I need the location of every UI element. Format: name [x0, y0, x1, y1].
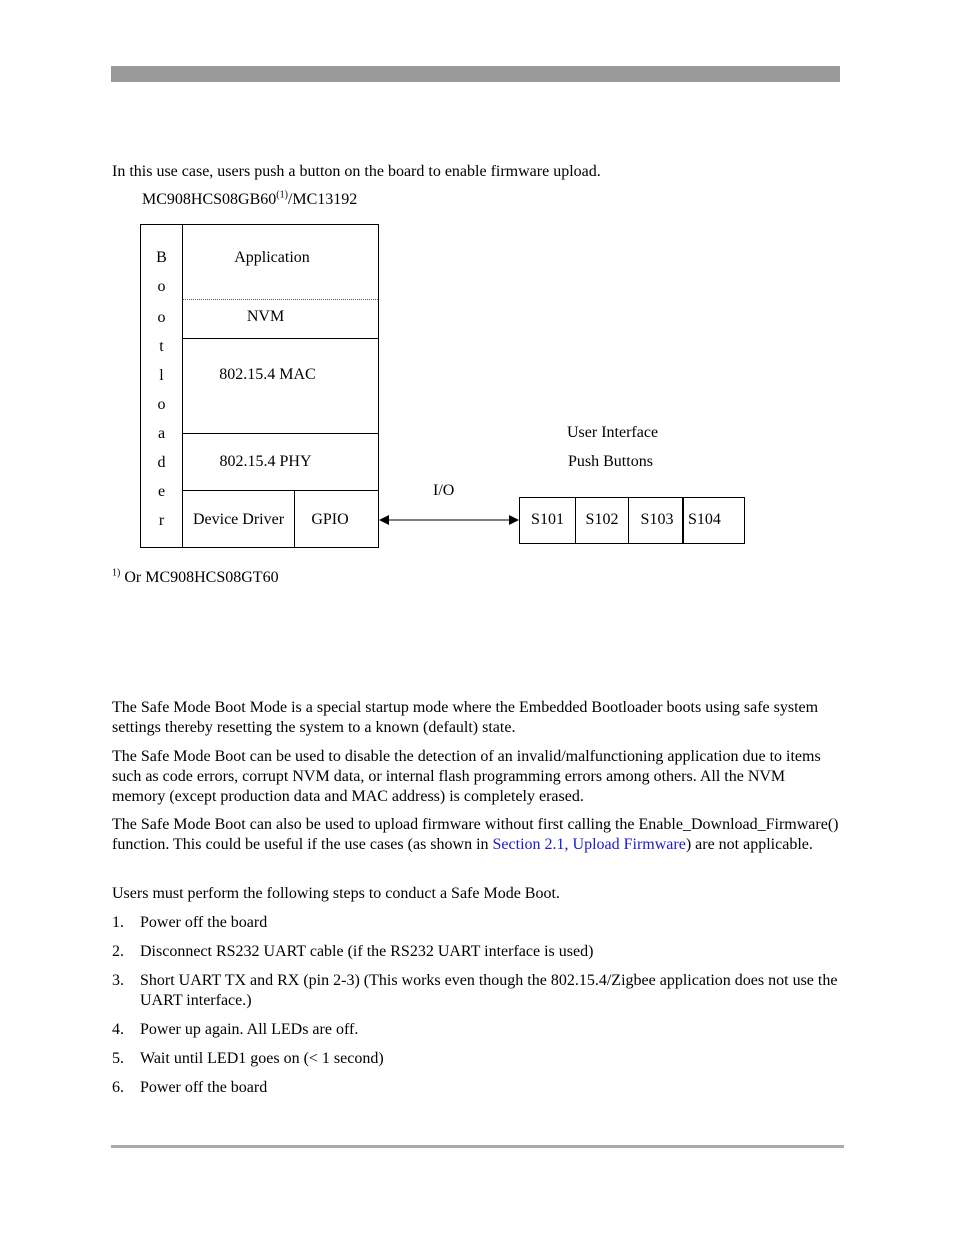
nvm-mac-divider: [183, 338, 378, 339]
footer-rule: [111, 1145, 844, 1148]
mac-phy-divider: [183, 433, 378, 434]
list-text: Wait until LED1 goes on (< 1 second): [140, 1050, 384, 1067]
header-bar: [111, 66, 840, 82]
bootloader-letter: e: [157, 483, 166, 500]
gpio-label: GPIO: [311, 511, 349, 528]
mcu-label-main: MC908HCS08GB60: [142, 191, 277, 208]
mcu-label: [142, 191, 357, 209]
io-arrow: [378, 512, 520, 528]
list-text: Disconnect RS232 UART cable (if the RS232 UART interface is used): [140, 943, 594, 960]
paragraph-safe-mode-intro: The Safe Mode Boot Mode is a special startup mode where the Embedded Bootloader boots using safe system settings thereby resetting the system to a known (default) state.: [112, 699, 819, 736]
paragraph-safe-mode-use: The Safe Mode Boot can be used to disable the detection of an invalid/malfunctioning application due to items such as code errors, corrupt NVM data, or internal flash programming errors among others. All the NVM memory (except production data and MAC address) is completely erased.: [112, 748, 821, 805]
list-text: Power off the board: [140, 1079, 268, 1096]
mac-layer-label: 802.15.4 MAC: [219, 366, 316, 383]
list-number: 4.: [112, 1021, 124, 1038]
section-link[interactable]: Section 2.1, Upload Firmware: [492, 836, 686, 853]
bootloader-divider: [182, 224, 183, 548]
bootloader-letter: r: [158, 512, 165, 529]
bootloader-letter: t: [159, 338, 164, 355]
list-number: 6.: [112, 1079, 124, 1096]
bootloader-letter: o: [157, 309, 166, 326]
application-nvm-divider: [183, 299, 378, 300]
paragraph-steps-intro: Users must perform the following steps to conduct a Safe Mode Boot.: [112, 885, 560, 902]
list-text: Power off the board: [140, 914, 268, 931]
list-number: 5.: [112, 1050, 124, 1067]
list-number: 1.: [112, 914, 124, 931]
nvm-layer-label: NVM: [246, 308, 285, 325]
bootloader-letter: d: [157, 454, 166, 471]
bootloader-letter: o: [157, 396, 166, 413]
footnote-text: Or MC908HCS08GT60: [124, 569, 279, 586]
list-text: Short UART TX and RX (pin 2-3) (This works even though the 802.15.4/Zigbee application does not use the UART interface.): [140, 972, 838, 1009]
footnote-marker: 1): [112, 567, 121, 579]
button-s104-label: S104: [688, 511, 721, 528]
intro-text: In this use case, users push a button on the board to enable firmware upload.: [112, 163, 601, 180]
paragraph-text: The Safe Mode Boot can also be used to upload firmware without first calling the Enable_Download_Firmware() function. This could be useful if the use cases (as shown in: [112, 816, 839, 853]
paragraph-upload-firmware: [112, 815, 842, 855]
bootloader-letter: a: [157, 425, 166, 442]
mcu-label-footnote-marker: (1): [276, 189, 288, 201]
application-layer-label: Application: [234, 249, 310, 266]
list-number: 2.: [112, 943, 124, 960]
device-driver-label: Device Driver: [192, 511, 285, 528]
list-number: 3.: [112, 972, 124, 989]
list-text: Power up again. All LEDs are off.: [140, 1021, 359, 1038]
phy-layer-label: 802.15.4 PHY: [219, 453, 312, 470]
button-s101-label: S101: [531, 511, 564, 528]
footnote: [112, 569, 279, 587]
bootloader-letter: l: [159, 367, 164, 384]
io-label: I/O: [433, 482, 455, 499]
push-buttons-label: Push Buttons: [568, 453, 653, 470]
phy-driver-divider: [183, 490, 378, 491]
bootloader-letter: B: [156, 249, 167, 266]
mcu-label-tail: /MC13192: [287, 191, 358, 208]
user-interface-label: User Interface: [567, 424, 659, 441]
bootloader-letter: o: [157, 278, 166, 295]
paragraph-text: ) are not applicable.: [685, 836, 813, 853]
button-s103-label: S103: [640, 511, 674, 528]
button-s102-label: S102: [585, 511, 619, 528]
